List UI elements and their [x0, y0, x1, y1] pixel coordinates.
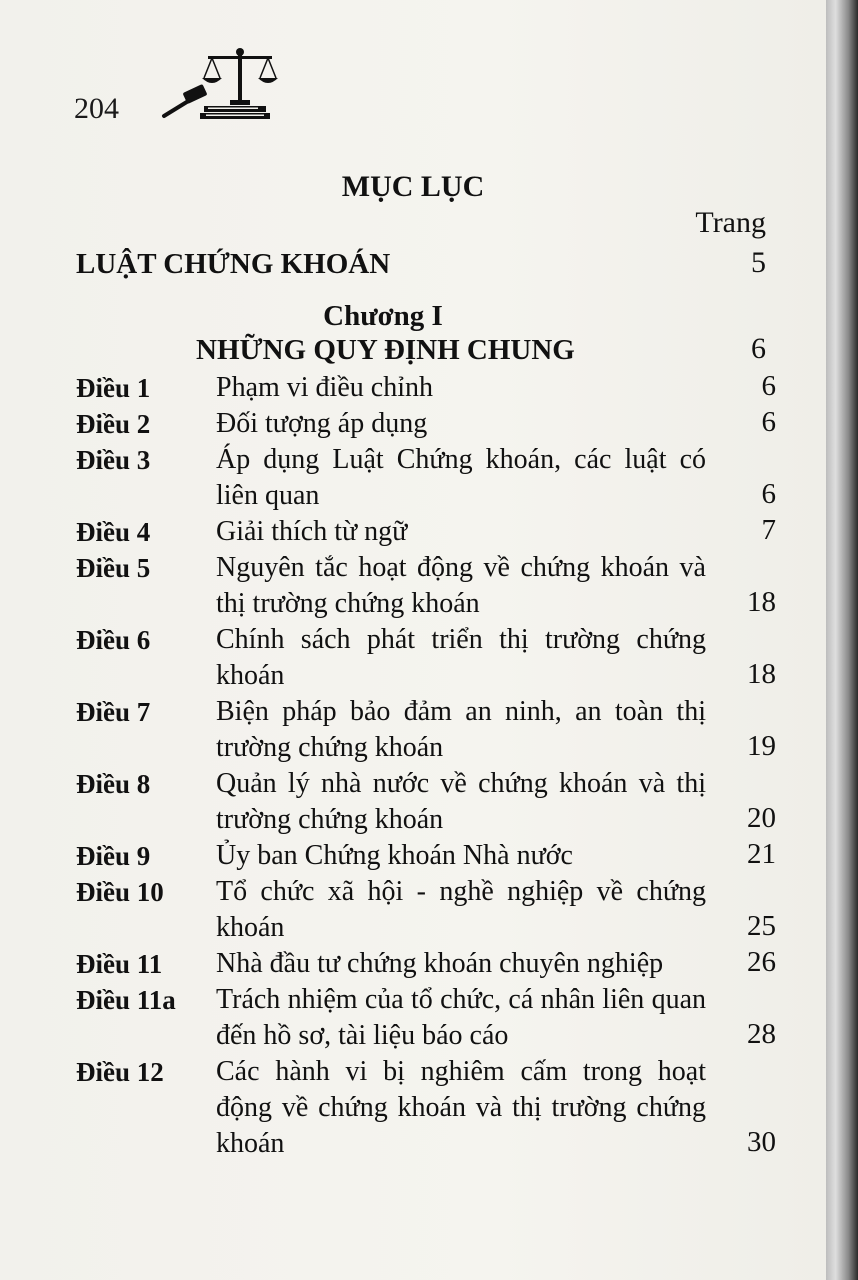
article-page: 6 [761, 370, 776, 402]
toc-entry [76, 946, 776, 982]
article-label: Điều 2 [76, 409, 151, 439]
article-label: Điều 1 [76, 373, 151, 403]
article-title: Chính sách phát triển thị trường chứng khoán [216, 624, 706, 691]
article-label: Điều 4 [76, 517, 151, 547]
article-page: 18 [747, 586, 776, 618]
article-label: Điều 8 [76, 769, 151, 799]
toc-entry [76, 550, 776, 622]
article-label: Điều 11 [76, 949, 163, 979]
article-title: Tổ chức xã hội - nghề nghiệp về chứng khoán [216, 876, 706, 943]
article-label: Điều 10 [76, 877, 164, 907]
article-title: Đối tượng áp dụng [216, 408, 428, 439]
toc-entry [76, 838, 776, 874]
chapter-heading: Chương I [323, 300, 443, 332]
article-page: 28 [747, 1018, 776, 1050]
toc-entry [76, 406, 776, 442]
article-title: Giải thích từ ngữ [216, 516, 408, 547]
article-title: Biện pháp bảo đảm an ninh, an toàn thị trường chứng khoán [216, 696, 706, 763]
toc-entry [76, 694, 776, 766]
chapter-page-number: 6 [751, 332, 766, 365]
page-edge [826, 0, 858, 1280]
article-page: 20 [747, 802, 776, 834]
article-page: 6 [761, 478, 776, 510]
article-title: Trách nhiệm của tổ chức, cá nhân liên quan đến hồ sơ, tài liệu báo cáo [216, 984, 706, 1051]
toc-entry [76, 1054, 776, 1162]
page-column-label: Trang [695, 206, 766, 239]
toc-title: MỤC LỤC [341, 170, 485, 203]
toc-entry [76, 622, 776, 694]
chapter-name: NHỮNG QUY ĐỊNH CHUNG [196, 334, 575, 366]
toc-entries [76, 370, 776, 1162]
article-page: 25 [747, 910, 776, 942]
article-page: 18 [747, 658, 776, 690]
article-label: Điều 7 [76, 697, 151, 727]
article-page: 19 [747, 730, 776, 762]
article-label: Điều 11a [76, 985, 176, 1015]
toc-entry [76, 514, 776, 550]
article-title: Nguyên tắc hoạt động về chứng khoán và thị trường chứng khoán [216, 552, 706, 619]
toc-entry [76, 874, 776, 946]
article-page: 30 [747, 1126, 776, 1158]
article-label: Điều 9 [76, 841, 151, 871]
article-title: Phạm vi điều chỉnh [216, 372, 433, 403]
article-label: Điều 3 [76, 445, 151, 475]
toc-entry [76, 370, 776, 406]
article-label: Điều 5 [76, 553, 151, 583]
article-page: 21 [747, 838, 776, 870]
toc-entry [76, 766, 776, 838]
article-title: Các hành vi bị nghiêm cấm trong hoạt động về chứng khoán và thị trường chứng khoán [216, 1056, 706, 1159]
article-page: 6 [761, 406, 776, 438]
article-title: Ủy ban Chứng khoán Nhà nước [216, 840, 573, 871]
article-label: Điều 12 [76, 1057, 164, 1087]
law-title: LUẬT CHỨNG KHOÁN [76, 248, 391, 280]
article-title: Áp dụng Luật Chứng khoán, các luật có liên quan [216, 444, 706, 511]
article-page: 7 [761, 514, 776, 546]
page-number: 204 [74, 92, 119, 125]
article-page: 26 [747, 946, 776, 978]
scales-and-gavel-icon [160, 44, 280, 120]
toc-entry [76, 982, 776, 1054]
article-title: Quản lý nhà nước về chứng khoán và thị trường chứng khoán [216, 768, 706, 835]
article-title: Nhà đầu tư chứng khoán chuyên nghiệp [216, 948, 664, 979]
article-label: Điều 6 [76, 625, 151, 655]
toc-entry [76, 442, 776, 514]
law-page-number: 5 [751, 246, 766, 279]
